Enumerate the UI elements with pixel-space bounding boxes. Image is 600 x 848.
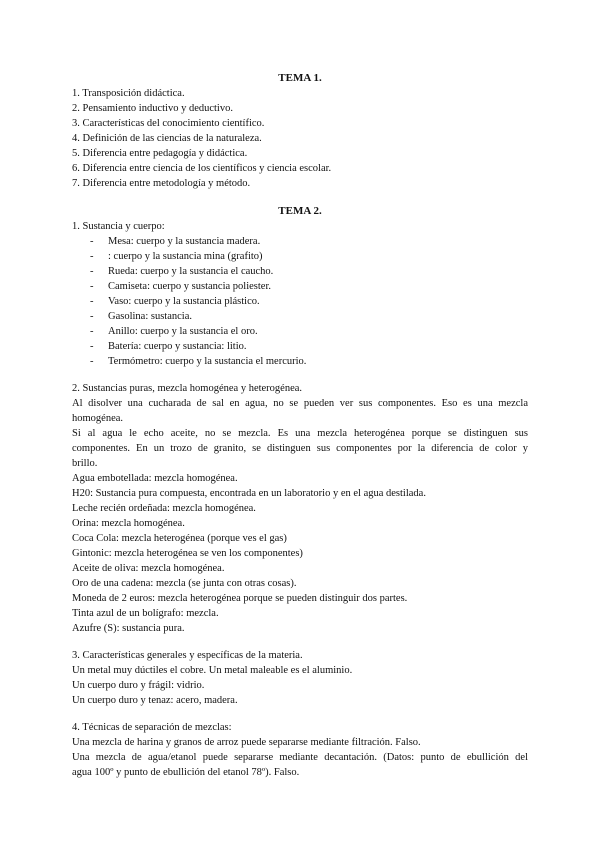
bullet-item: Gasolina: sustancia. bbox=[108, 311, 192, 322]
dash-bullet: - bbox=[90, 266, 94, 277]
tema1-item: 3. Características del conocimiento científico. bbox=[72, 118, 265, 129]
paragraph-line: Al disolver una cucharada de sal en agua, no se pueden ver sus componentes. Eso es una mezcla bbox=[72, 398, 528, 409]
tema1-title: TEMA 1. bbox=[278, 72, 322, 84]
section1-heading: 1. Sustancia y cuerpo: bbox=[72, 221, 165, 232]
paragraph-line: homogénea. bbox=[72, 413, 124, 424]
dash-bullet: - bbox=[90, 326, 94, 337]
paragraph-line: Si al agua le echo aceite, no se mezcla. Es una mezcla heterogénea porque se distinguen sus bbox=[72, 428, 528, 439]
tema1-item: 5. Diferencia entre pedagogía y didáctica. bbox=[72, 148, 248, 159]
tema1-item: 6. Diferencia entre ciencia de los científicos y ciencia escolar. bbox=[72, 163, 332, 174]
tema2-title: TEMA 2. bbox=[278, 205, 322, 217]
section3-heading: 3. Características generales y específicas de la materia. bbox=[72, 650, 303, 661]
tema1-item: 1. Transposición didáctica. bbox=[72, 88, 185, 99]
dash-bullet: - bbox=[90, 311, 94, 322]
paragraph-line: Una mezcla de agua/etanol puede separarse mediante decantación. (Datos: punto de ebullición del bbox=[72, 752, 528, 763]
bullet-item: : cuerpo y la sustancia mina (grafito) bbox=[108, 251, 263, 262]
dash-bullet: - bbox=[90, 341, 94, 352]
text-line: Oro de una cadena: mezcla (se junta con otras cosas). bbox=[72, 578, 297, 589]
text-line: Tinta azul de un bolígrafo: mezcla. bbox=[72, 608, 219, 619]
text-line: Un cuerpo duro y tenaz: acero, madera. bbox=[72, 695, 238, 706]
bullet-item: Anillo: cuerpo y la sustancia el oro. bbox=[108, 326, 258, 337]
bullet-item: Vaso: cuerpo y la sustancia plástico. bbox=[108, 296, 260, 307]
text-line: Moneda de 2 euros: mezcla heterogénea porque se pueden distinguir dos partes. bbox=[72, 593, 408, 604]
paragraph-line: brillo. bbox=[72, 458, 98, 469]
text-line: H20: Sustancia pura compuesta, encontrada en un laboratorio y en el agua destilada. bbox=[72, 488, 426, 499]
text-line: Un cuerpo duro y frágil: vidrio. bbox=[72, 680, 205, 691]
text-line: Orina: mezcla homogénea. bbox=[72, 518, 185, 529]
section4-heading: 4. Técnicas de separación de mezclas: bbox=[72, 722, 232, 733]
text-line: Un metal muy dúctiles el cobre. Un metal maleable es el aluminio. bbox=[72, 665, 353, 676]
bullet-item: Mesa: cuerpo y la sustancia madera. bbox=[108, 236, 261, 247]
text-line: Leche recién ordeñada: mezcla homogénea. bbox=[72, 503, 256, 514]
bullet-item: Camiseta: cuerpo y sustancia poliester. bbox=[108, 281, 271, 292]
text-line: Gintonic: mezcla heterogénea se ven los componentes) bbox=[72, 548, 303, 559]
text-line: Una mezcla de harina y granos de arroz puede separarse mediante filtración. Falso. bbox=[72, 737, 421, 748]
bullet-item: Batería: cuerpo y sustancia: litio. bbox=[108, 341, 247, 352]
dash-bullet: - bbox=[90, 356, 94, 367]
section2-heading: 2. Sustancias puras, mezcla homogénea y heterogénea. bbox=[72, 383, 303, 394]
tema1-item: 7. Diferencia entre metodología y método. bbox=[72, 178, 251, 189]
dash-bullet: - bbox=[90, 236, 94, 247]
text-line: Agua embotellada: mezcla homogénea. bbox=[72, 473, 238, 484]
paragraph-line: agua 100º y punto de ebullición del etanol 78º). Falso. bbox=[72, 767, 300, 778]
paragraph-line: componentes. En un trozo de granito, se distinguen sus componentes por la diferencia de color y bbox=[72, 443, 528, 454]
text-line: Azufre (S): sustancia pura. bbox=[72, 623, 185, 634]
bullet-item: Termómetro: cuerpo y la sustancia el mercurio. bbox=[108, 356, 307, 367]
dash-bullet: - bbox=[90, 296, 94, 307]
dash-bullet: - bbox=[90, 281, 94, 292]
dash-bullet: - bbox=[90, 251, 94, 262]
tema1-item: 4. Definición de las ciencias de la naturaleza. bbox=[72, 133, 262, 144]
bullet-item: Rueda: cuerpo y la sustancia el caucho. bbox=[108, 266, 274, 277]
text-line: Aceite de oliva: mezcla homogénea. bbox=[72, 563, 225, 574]
text-line: Coca Cola: mezcla heterogénea (porque ves el gas) bbox=[72, 533, 287, 544]
tema1-item: 2. Pensamiento inductivo y deductivo. bbox=[72, 103, 233, 114]
